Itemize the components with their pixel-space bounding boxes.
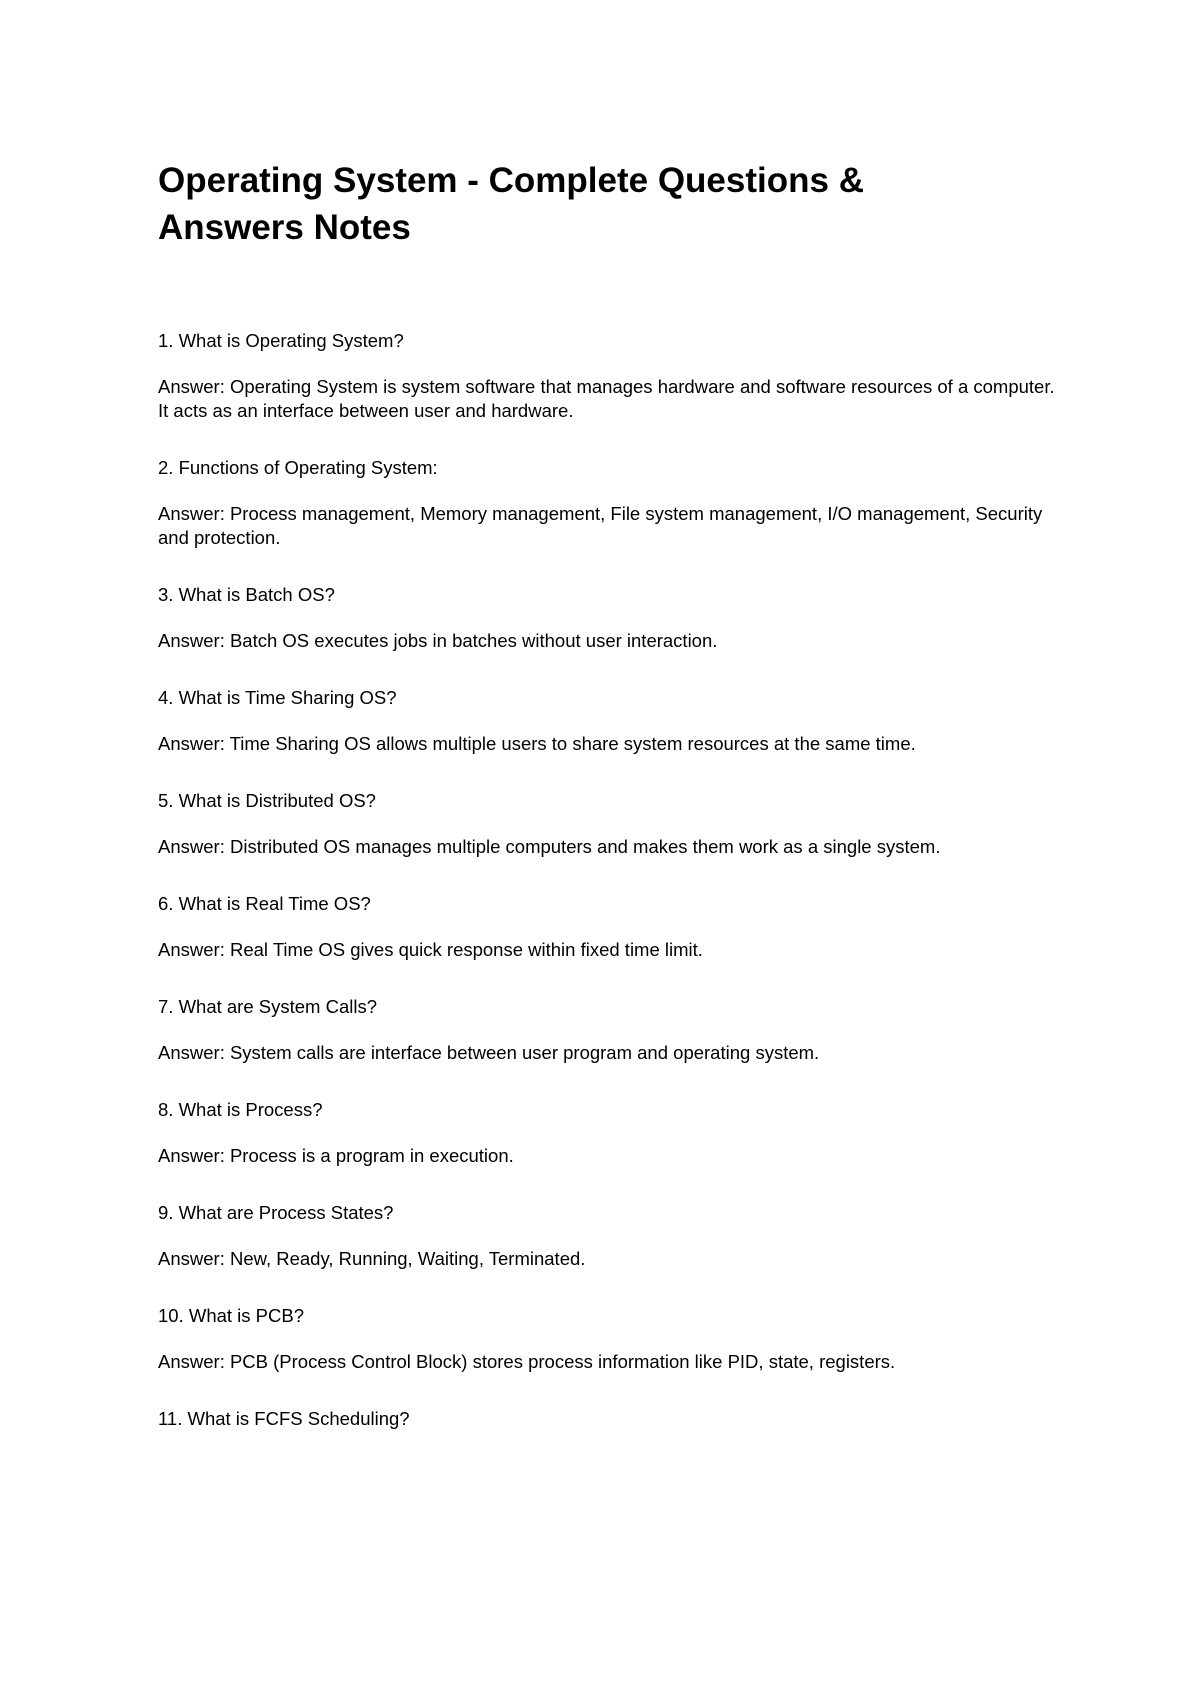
qa-item [158,892,1058,962]
question-text: 11. What is FCFS Scheduling? [158,1408,410,1429]
answer-text: Answer: Process management, Memory management, File system management, I/O management, Security and protection. [158,503,1043,548]
qa-item [158,1407,1058,1431]
answer-text: Answer: Batch OS executes jobs in batches without user interaction. [158,630,718,651]
qa-item [158,789,1058,859]
answer-text: Answer: Operating System is system software that manages hardware and software resources of a computer. It acts as an interface between user and hardware. [158,376,1055,421]
question-text: 3. What is Batch OS? [158,584,335,605]
answer-text: Answer: System calls are interface between user program and operating system. [158,1042,820,1063]
answer-text: Answer: Real Time OS gives quick response within fixed time limit. [158,939,703,960]
question-text: 6. What is Real Time OS? [158,893,371,914]
qa-item [158,995,1058,1065]
qa-item [158,583,1058,653]
question-text: 8. What is Process? [158,1099,323,1120]
question-text: 7. What are System Calls? [158,996,377,1017]
answer-text: Answer: New, Ready, Running, Waiting, Terminated. [158,1248,586,1269]
question-text: 9. What are Process States? [158,1202,394,1223]
question-text: 4. What is Time Sharing OS? [158,687,397,708]
qa-item [158,686,1058,756]
answer-text: Answer: Time Sharing OS allows multiple users to share system resources at the same time. [158,733,916,754]
question-text: 5. What is Distributed OS? [158,790,376,811]
answer-text: Answer: Process is a program in execution. [158,1145,514,1166]
answer-text: Answer: Distributed OS manages multiple computers and makes them work as a single system. [158,836,941,857]
qa-list [158,329,1058,1431]
question-text: 2. Functions of Operating System: [158,457,438,478]
qa-item [158,456,1058,550]
qa-item [158,1098,1058,1168]
question-text: 1. What is Operating System? [158,330,404,351]
document-page [158,157,1058,1453]
answer-text: Answer: PCB (Process Control Block) stores process information like PID, state, registers. [158,1351,896,1372]
qa-item [158,1201,1058,1271]
qa-item [158,329,1058,423]
document-title: Operating System - Complete Questions & Answers Notes [158,161,864,247]
question-text: 10. What is PCB? [158,1305,305,1326]
qa-item [158,1304,1058,1374]
